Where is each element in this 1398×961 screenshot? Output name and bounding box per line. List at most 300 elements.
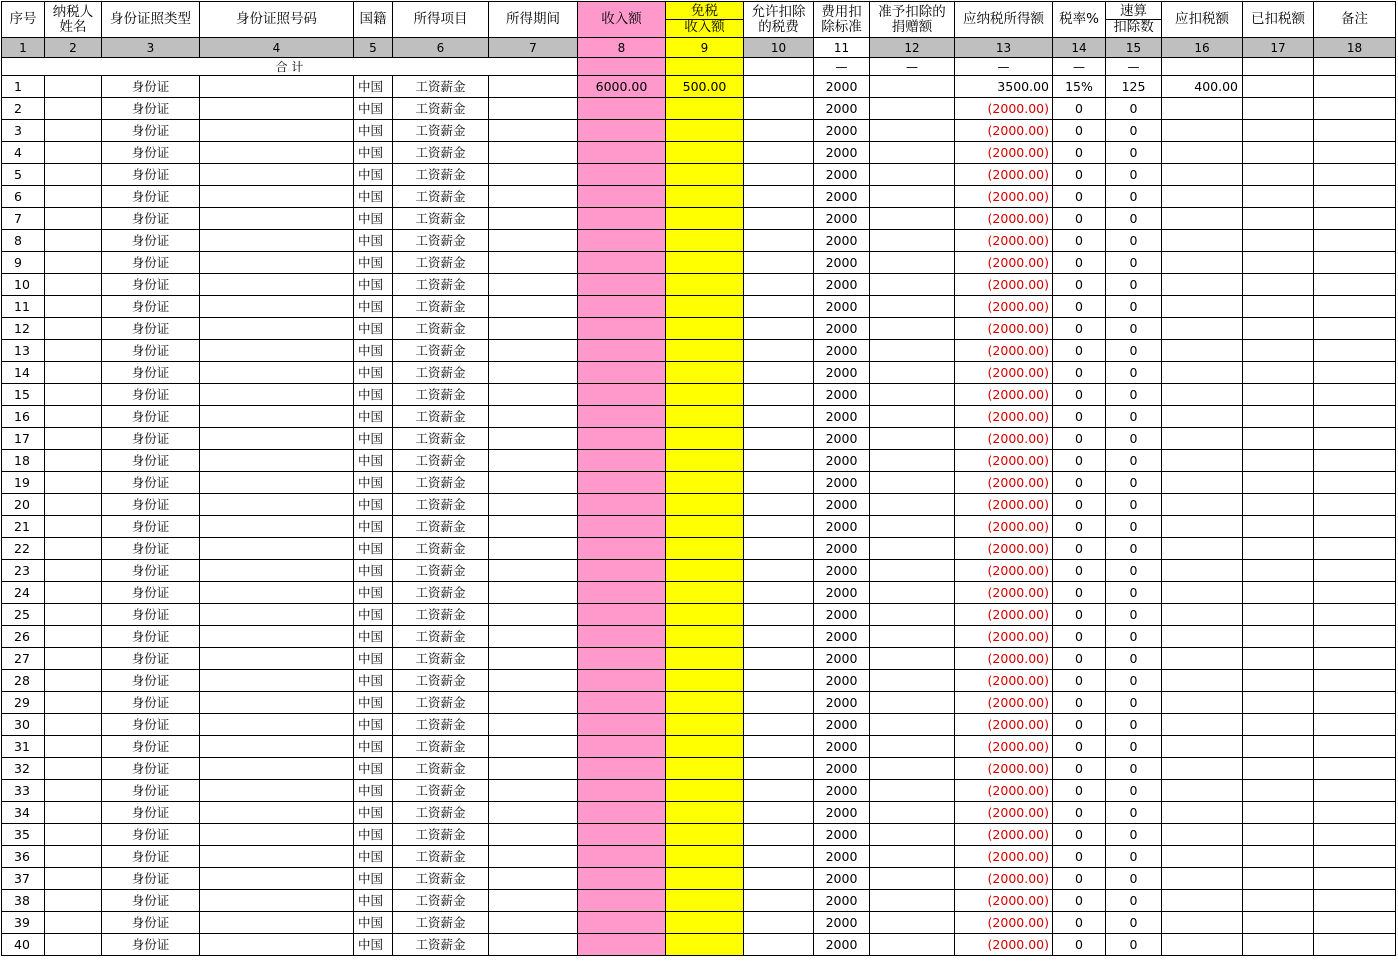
cell-quick-deduction[interactable]: 0 <box>1106 472 1162 494</box>
cell-nationality[interactable]: 中国 <box>354 208 393 230</box>
cell-remarks[interactable] <box>1314 494 1396 516</box>
header-donation-deduction[interactable]: 准予扣除的 捐赠额 <box>870 2 955 38</box>
cell-taxable-income[interactable]: (2000.00) <box>955 934 1053 956</box>
cell-tax-rate[interactable]: 0 <box>1053 516 1106 538</box>
cell-tax-free-income[interactable] <box>666 450 744 472</box>
cell-tax-rate[interactable]: 0 <box>1053 560 1106 582</box>
cell-income[interactable] <box>578 648 666 670</box>
cell-nationality[interactable]: 中国 <box>354 274 393 296</box>
cell-taxpayer-name[interactable] <box>45 252 102 274</box>
cell-income-item[interactable]: 工资薪金 <box>393 758 489 780</box>
cell-taxable-income[interactable]: (2000.00) <box>955 340 1053 362</box>
header-income[interactable]: 收入额 <box>578 2 666 38</box>
cell-taxpayer-name[interactable] <box>45 340 102 362</box>
cell-allowed-tax-deduction[interactable] <box>744 208 814 230</box>
column-number[interactable]: 15 <box>1106 38 1162 58</box>
cell-deduction-standard[interactable]: 2000 <box>814 516 870 538</box>
cell-tax-withheld[interactable] <box>1243 406 1314 428</box>
cell-remarks[interactable] <box>1314 164 1396 186</box>
column-number[interactable]: 6 <box>393 38 489 58</box>
cell-quick-deduction[interactable]: 0 <box>1106 802 1162 824</box>
cell-quick-deduction[interactable]: 0 <box>1106 648 1162 670</box>
cell-taxable-income[interactable]: (2000.00) <box>955 758 1053 780</box>
cell-id-number[interactable] <box>200 120 354 142</box>
cell-remarks[interactable] <box>1314 692 1396 714</box>
cell-donation-deduction[interactable] <box>870 802 955 824</box>
cell-id-type[interactable]: 身份证 <box>102 494 200 516</box>
cell-donation-deduction[interactable] <box>870 780 955 802</box>
cell-taxpayer-name[interactable] <box>45 670 102 692</box>
header-nationality[interactable]: 国籍 <box>354 2 393 38</box>
cell-income-item[interactable]: 工资薪金 <box>393 164 489 186</box>
cell-deduction-standard[interactable]: 2000 <box>814 604 870 626</box>
cell-id-type[interactable]: 身份证 <box>102 318 200 340</box>
column-number[interactable]: 13 <box>955 38 1053 58</box>
cell-id-type[interactable]: 身份证 <box>102 802 200 824</box>
cell-income-period[interactable] <box>489 472 578 494</box>
cell-allowed-tax-deduction[interactable] <box>744 406 814 428</box>
cell-taxable-income[interactable]: (2000.00) <box>955 626 1053 648</box>
cell-quick-deduction[interactable]: 0 <box>1106 758 1162 780</box>
cell-taxpayer-name[interactable] <box>45 406 102 428</box>
total-income-cell[interactable] <box>578 58 666 76</box>
cell-income-period[interactable] <box>489 582 578 604</box>
cell-allowed-tax-deduction[interactable] <box>744 274 814 296</box>
cell-tax-withheld[interactable] <box>1243 164 1314 186</box>
cell-income[interactable] <box>578 428 666 450</box>
cell-tax-due[interactable] <box>1162 714 1243 736</box>
cell-seq[interactable]: 4 <box>2 142 45 164</box>
cell-id-type[interactable]: 身份证 <box>102 934 200 956</box>
cell-income-item[interactable]: 工资薪金 <box>393 296 489 318</box>
cell-deduction-standard[interactable]: 2000 <box>814 472 870 494</box>
cell-tax-due[interactable] <box>1162 934 1243 956</box>
cell-income[interactable] <box>578 340 666 362</box>
cell-remarks[interactable] <box>1314 208 1396 230</box>
cell-tax-withheld[interactable] <box>1243 208 1314 230</box>
cell-taxpayer-name[interactable] <box>45 142 102 164</box>
cell-donation-deduction[interactable] <box>870 76 955 98</box>
cell-income-item[interactable]: 工资薪金 <box>393 384 489 406</box>
cell-nationality[interactable]: 中国 <box>354 670 393 692</box>
cell-tax-free-income[interactable] <box>666 824 744 846</box>
cell-taxpayer-name[interactable] <box>45 384 102 406</box>
cell-nationality[interactable]: 中国 <box>354 472 393 494</box>
cell-seq[interactable]: 25 <box>2 604 45 626</box>
cell-tax-withheld[interactable] <box>1243 274 1314 296</box>
cell-seq[interactable]: 26 <box>2 626 45 648</box>
cell-income-period[interactable] <box>489 318 578 340</box>
cell-tax-rate[interactable]: 0 <box>1053 934 1106 956</box>
cell-remarks[interactable] <box>1314 230 1396 252</box>
cell-income[interactable] <box>578 296 666 318</box>
cell-tax-withheld[interactable] <box>1243 934 1314 956</box>
cell-id-type[interactable]: 身份证 <box>102 120 200 142</box>
cell-taxable-income[interactable]: (2000.00) <box>955 252 1053 274</box>
cell-tax-rate[interactable]: 0 <box>1053 406 1106 428</box>
cell-tax-due[interactable] <box>1162 582 1243 604</box>
cell-quick-deduction[interactable]: 0 <box>1106 362 1162 384</box>
cell-tax-rate[interactable]: 0 <box>1053 384 1106 406</box>
cell-donation-deduction[interactable] <box>870 604 955 626</box>
cell-quick-deduction[interactable]: 0 <box>1106 450 1162 472</box>
cell-id-type[interactable]: 身份证 <box>102 758 200 780</box>
cell-donation-deduction[interactable] <box>870 560 955 582</box>
cell-taxable-income[interactable]: (2000.00) <box>955 406 1053 428</box>
cell-tax-rate[interactable]: 0 <box>1053 626 1106 648</box>
cell-taxpayer-name[interactable] <box>45 780 102 802</box>
cell-id-type[interactable]: 身份证 <box>102 736 200 758</box>
column-number[interactable]: 12 <box>870 38 955 58</box>
cell-id-number[interactable] <box>200 714 354 736</box>
cell-remarks[interactable] <box>1314 604 1396 626</box>
cell-id-type[interactable]: 身份证 <box>102 362 200 384</box>
cell-taxpayer-name[interactable] <box>45 890 102 912</box>
total-cell[interactable] <box>1243 58 1314 76</box>
cell-id-number[interactable] <box>200 494 354 516</box>
cell-nationality[interactable]: 中国 <box>354 780 393 802</box>
cell-tax-rate[interactable]: 0 <box>1053 252 1106 274</box>
cell-income[interactable] <box>578 758 666 780</box>
cell-tax-rate[interactable]: 0 <box>1053 450 1106 472</box>
cell-id-number[interactable] <box>200 318 354 340</box>
cell-donation-deduction[interactable] <box>870 406 955 428</box>
cell-deduction-standard[interactable]: 2000 <box>814 626 870 648</box>
cell-allowed-tax-deduction[interactable] <box>744 934 814 956</box>
cell-income-item[interactable]: 工资薪金 <box>393 340 489 362</box>
cell-tax-due[interactable] <box>1162 428 1243 450</box>
cell-tax-free-income[interactable] <box>666 538 744 560</box>
cell-nationality[interactable]: 中国 <box>354 406 393 428</box>
cell-taxable-income[interactable]: (2000.00) <box>955 428 1053 450</box>
cell-income-period[interactable] <box>489 648 578 670</box>
cell-tax-withheld[interactable] <box>1243 384 1314 406</box>
cell-income-period[interactable] <box>489 120 578 142</box>
cell-deduction-standard[interactable]: 2000 <box>814 340 870 362</box>
cell-income-period[interactable] <box>489 802 578 824</box>
cell-tax-rate[interactable]: 0 <box>1053 274 1106 296</box>
cell-tax-due[interactable] <box>1162 142 1243 164</box>
cell-deduction-standard[interactable]: 2000 <box>814 670 870 692</box>
cell-tax-free-income[interactable] <box>666 230 744 252</box>
cell-taxable-income[interactable]: (2000.00) <box>955 736 1053 758</box>
cell-tax-due[interactable] <box>1162 736 1243 758</box>
cell-id-number[interactable] <box>200 934 354 956</box>
cell-income-item[interactable]: 工资薪金 <box>393 428 489 450</box>
cell-income-period[interactable] <box>489 890 578 912</box>
cell-donation-deduction[interactable] <box>870 538 955 560</box>
cell-id-number[interactable] <box>200 208 354 230</box>
cell-tax-free-income[interactable] <box>666 384 744 406</box>
cell-tax-rate[interactable]: 0 <box>1053 362 1106 384</box>
cell-taxpayer-name[interactable] <box>45 626 102 648</box>
cell-income[interactable] <box>578 318 666 340</box>
cell-seq[interactable]: 17 <box>2 428 45 450</box>
cell-tax-free-income[interactable] <box>666 670 744 692</box>
cell-tax-free-income[interactable] <box>666 890 744 912</box>
cell-tax-due[interactable] <box>1162 604 1243 626</box>
cell-remarks[interactable] <box>1314 846 1396 868</box>
cell-tax-withheld[interactable] <box>1243 846 1314 868</box>
cell-seq[interactable]: 11 <box>2 296 45 318</box>
column-number[interactable]: 10 <box>744 38 814 58</box>
cell-tax-withheld[interactable] <box>1243 868 1314 890</box>
cell-donation-deduction[interactable] <box>870 164 955 186</box>
cell-tax-free-income[interactable] <box>666 846 744 868</box>
cell-tax-free-income[interactable] <box>666 560 744 582</box>
cell-taxable-income[interactable]: (2000.00) <box>955 692 1053 714</box>
cell-taxable-income[interactable]: (2000.00) <box>955 384 1053 406</box>
cell-nationality[interactable]: 中国 <box>354 142 393 164</box>
cell-quick-deduction[interactable]: 0 <box>1106 538 1162 560</box>
cell-tax-rate[interactable]: 0 <box>1053 186 1106 208</box>
total-label[interactable]: 合 计 <box>2 58 578 76</box>
cell-income-item[interactable]: 工资薪金 <box>393 692 489 714</box>
cell-tax-rate[interactable]: 0 <box>1053 296 1106 318</box>
cell-tax-rate[interactable]: 0 <box>1053 98 1106 120</box>
cell-remarks[interactable] <box>1314 868 1396 890</box>
cell-nationality[interactable]: 中国 <box>354 824 393 846</box>
column-number[interactable]: 14 <box>1053 38 1106 58</box>
header-tax-free-income[interactable]: 免税 收入额 <box>666 2 744 38</box>
cell-deduction-standard[interactable]: 2000 <box>814 692 870 714</box>
cell-deduction-standard[interactable]: 2000 <box>814 582 870 604</box>
cell-income-item[interactable]: 工资薪金 <box>393 934 489 956</box>
cell-allowed-tax-deduction[interactable] <box>744 296 814 318</box>
cell-deduction-standard[interactable]: 2000 <box>814 714 870 736</box>
cell-taxpayer-name[interactable] <box>45 692 102 714</box>
cell-remarks[interactable] <box>1314 780 1396 802</box>
cell-tax-rate[interactable]: 0 <box>1053 846 1106 868</box>
cell-tax-withheld[interactable] <box>1243 714 1314 736</box>
cell-tax-free-income[interactable] <box>666 120 744 142</box>
cell-tax-due[interactable] <box>1162 362 1243 384</box>
total-dash[interactable]: — <box>955 58 1053 76</box>
cell-deduction-standard[interactable]: 2000 <box>814 296 870 318</box>
cell-nationality[interactable]: 中国 <box>354 362 393 384</box>
cell-taxpayer-name[interactable] <box>45 362 102 384</box>
cell-tax-free-income[interactable] <box>666 406 744 428</box>
cell-quick-deduction[interactable]: 0 <box>1106 318 1162 340</box>
cell-id-type[interactable]: 身份证 <box>102 76 200 98</box>
cell-remarks[interactable] <box>1314 318 1396 340</box>
cell-quick-deduction[interactable]: 0 <box>1106 274 1162 296</box>
cell-income[interactable]: 6000.00 <box>578 76 666 98</box>
cell-deduction-standard[interactable]: 2000 <box>814 76 870 98</box>
cell-taxpayer-name[interactable] <box>45 714 102 736</box>
cell-allowed-tax-deduction[interactable] <box>744 670 814 692</box>
cell-tax-rate[interactable]: 0 <box>1053 428 1106 450</box>
cell-id-number[interactable] <box>200 406 354 428</box>
cell-allowed-tax-deduction[interactable] <box>744 340 814 362</box>
cell-taxpayer-name[interactable] <box>45 98 102 120</box>
cell-quick-deduction[interactable]: 0 <box>1106 296 1162 318</box>
cell-id-number[interactable] <box>200 164 354 186</box>
cell-seq[interactable]: 38 <box>2 890 45 912</box>
cell-allowed-tax-deduction[interactable] <box>744 76 814 98</box>
cell-id-type[interactable]: 身份证 <box>102 692 200 714</box>
cell-seq[interactable]: 31 <box>2 736 45 758</box>
cell-quick-deduction[interactable]: 0 <box>1106 384 1162 406</box>
cell-taxpayer-name[interactable] <box>45 912 102 934</box>
cell-income-period[interactable] <box>489 186 578 208</box>
cell-tax-free-income[interactable] <box>666 582 744 604</box>
cell-id-type[interactable]: 身份证 <box>102 648 200 670</box>
cell-taxable-income[interactable]: (2000.00) <box>955 494 1053 516</box>
cell-remarks[interactable] <box>1314 802 1396 824</box>
cell-taxable-income[interactable]: (2000.00) <box>955 142 1053 164</box>
cell-id-type[interactable]: 身份证 <box>102 604 200 626</box>
cell-id-number[interactable] <box>200 340 354 362</box>
cell-quick-deduction[interactable]: 0 <box>1106 252 1162 274</box>
cell-tax-free-income[interactable] <box>666 296 744 318</box>
cell-tax-withheld[interactable] <box>1243 362 1314 384</box>
cell-id-type[interactable]: 身份证 <box>102 384 200 406</box>
header-remarks[interactable]: 备注 <box>1314 2 1396 38</box>
cell-allowed-tax-deduction[interactable] <box>744 692 814 714</box>
cell-tax-free-income[interactable] <box>666 142 744 164</box>
cell-income[interactable] <box>578 362 666 384</box>
cell-id-number[interactable] <box>200 560 354 582</box>
cell-nationality[interactable]: 中国 <box>354 604 393 626</box>
cell-donation-deduction[interactable] <box>870 846 955 868</box>
cell-deduction-standard[interactable]: 2000 <box>814 802 870 824</box>
cell-remarks[interactable] <box>1314 340 1396 362</box>
cell-deduction-standard[interactable]: 2000 <box>814 230 870 252</box>
cell-tax-free-income[interactable] <box>666 186 744 208</box>
cell-quick-deduction[interactable]: 0 <box>1106 120 1162 142</box>
cell-income-item[interactable]: 工资薪金 <box>393 494 489 516</box>
cell-tax-due[interactable] <box>1162 802 1243 824</box>
cell-income-item[interactable]: 工资薪金 <box>393 450 489 472</box>
cell-deduction-standard[interactable]: 2000 <box>814 890 870 912</box>
cell-tax-rate[interactable]: 0 <box>1053 648 1106 670</box>
cell-taxpayer-name[interactable] <box>45 538 102 560</box>
cell-quick-deduction[interactable]: 0 <box>1106 208 1162 230</box>
cell-remarks[interactable] <box>1314 428 1396 450</box>
cell-nationality[interactable]: 中国 <box>354 296 393 318</box>
cell-allowed-tax-deduction[interactable] <box>744 164 814 186</box>
cell-nationality[interactable]: 中国 <box>354 736 393 758</box>
cell-id-number[interactable] <box>200 516 354 538</box>
cell-income[interactable] <box>578 560 666 582</box>
cell-remarks[interactable] <box>1314 934 1396 956</box>
cell-tax-withheld[interactable] <box>1243 670 1314 692</box>
cell-income-item[interactable]: 工资薪金 <box>393 538 489 560</box>
cell-id-type[interactable]: 身份证 <box>102 868 200 890</box>
cell-taxpayer-name[interactable] <box>45 934 102 956</box>
cell-donation-deduction[interactable] <box>870 98 955 120</box>
cell-income-period[interactable] <box>489 362 578 384</box>
cell-tax-withheld[interactable] <box>1243 318 1314 340</box>
cell-income-period[interactable] <box>489 494 578 516</box>
cell-taxpayer-name[interactable] <box>45 758 102 780</box>
cell-id-type[interactable]: 身份证 <box>102 670 200 692</box>
header-tax-withheld[interactable]: 已扣税额 <box>1243 2 1314 38</box>
cell-seq[interactable]: 35 <box>2 824 45 846</box>
cell-donation-deduction[interactable] <box>870 824 955 846</box>
cell-income-item[interactable]: 工资薪金 <box>393 186 489 208</box>
cell-taxable-income[interactable]: (2000.00) <box>955 802 1053 824</box>
cell-taxable-income[interactable]: (2000.00) <box>955 230 1053 252</box>
cell-income-item[interactable]: 工资薪金 <box>393 890 489 912</box>
column-number[interactable]: 1 <box>2 38 45 58</box>
cell-deduction-standard[interactable]: 2000 <box>814 208 870 230</box>
cell-income-period[interactable] <box>489 868 578 890</box>
cell-quick-deduction[interactable]: 0 <box>1106 780 1162 802</box>
cell-id-type[interactable]: 身份证 <box>102 912 200 934</box>
cell-remarks[interactable] <box>1314 186 1396 208</box>
cell-income-item[interactable]: 工资薪金 <box>393 76 489 98</box>
cell-income[interactable] <box>578 516 666 538</box>
total-cell[interactable] <box>1314 58 1396 76</box>
cell-income[interactable] <box>578 164 666 186</box>
cell-income[interactable] <box>578 406 666 428</box>
cell-taxable-income[interactable]: (2000.00) <box>955 824 1053 846</box>
cell-tax-due[interactable] <box>1162 208 1243 230</box>
total-dash[interactable]: — <box>814 58 870 76</box>
cell-tax-due[interactable] <box>1162 230 1243 252</box>
cell-tax-withheld[interactable] <box>1243 648 1314 670</box>
cell-tax-rate[interactable]: 0 <box>1053 912 1106 934</box>
cell-id-type[interactable]: 身份证 <box>102 450 200 472</box>
total-cell[interactable] <box>744 58 814 76</box>
cell-tax-withheld[interactable] <box>1243 626 1314 648</box>
cell-id-number[interactable] <box>200 648 354 670</box>
cell-id-number[interactable] <box>200 868 354 890</box>
cell-nationality[interactable]: 中国 <box>354 912 393 934</box>
cell-taxable-income[interactable]: (2000.00) <box>955 186 1053 208</box>
cell-deduction-standard[interactable]: 2000 <box>814 384 870 406</box>
cell-id-number[interactable] <box>200 626 354 648</box>
cell-tax-free-income[interactable] <box>666 340 744 362</box>
total-cell[interactable] <box>1162 58 1243 76</box>
cell-tax-withheld[interactable] <box>1243 76 1314 98</box>
cell-tax-free-income[interactable] <box>666 714 744 736</box>
cell-donation-deduction[interactable] <box>870 208 955 230</box>
header-allowed-tax-deduction[interactable]: 允许扣除 的税费 <box>744 2 814 38</box>
cell-id-number[interactable] <box>200 362 354 384</box>
cell-donation-deduction[interactable] <box>870 648 955 670</box>
cell-nationality[interactable]: 中国 <box>354 318 393 340</box>
cell-id-number[interactable] <box>200 736 354 758</box>
cell-remarks[interactable] <box>1314 142 1396 164</box>
cell-taxable-income[interactable]: (2000.00) <box>955 714 1053 736</box>
cell-tax-rate[interactable]: 0 <box>1053 802 1106 824</box>
cell-id-type[interactable]: 身份证 <box>102 340 200 362</box>
cell-tax-due[interactable] <box>1162 318 1243 340</box>
cell-remarks[interactable] <box>1314 714 1396 736</box>
cell-nationality[interactable]: 中国 <box>354 120 393 142</box>
cell-deduction-standard[interactable]: 2000 <box>814 780 870 802</box>
cell-remarks[interactable] <box>1314 824 1396 846</box>
cell-income[interactable] <box>578 98 666 120</box>
cell-allowed-tax-deduction[interactable] <box>744 912 814 934</box>
cell-quick-deduction[interactable]: 0 <box>1106 604 1162 626</box>
cell-income-period[interactable] <box>489 296 578 318</box>
cell-income-period[interactable] <box>489 406 578 428</box>
cell-tax-rate[interactable]: 0 <box>1053 736 1106 758</box>
cell-income[interactable] <box>578 252 666 274</box>
cell-seq[interactable]: 16 <box>2 406 45 428</box>
cell-income-period[interactable] <box>489 450 578 472</box>
cell-quick-deduction[interactable]: 0 <box>1106 516 1162 538</box>
cell-nationality[interactable]: 中国 <box>354 428 393 450</box>
cell-tax-due[interactable] <box>1162 890 1243 912</box>
cell-tax-due[interactable] <box>1162 164 1243 186</box>
cell-tax-rate[interactable]: 15% <box>1053 76 1106 98</box>
cell-seq[interactable]: 12 <box>2 318 45 340</box>
